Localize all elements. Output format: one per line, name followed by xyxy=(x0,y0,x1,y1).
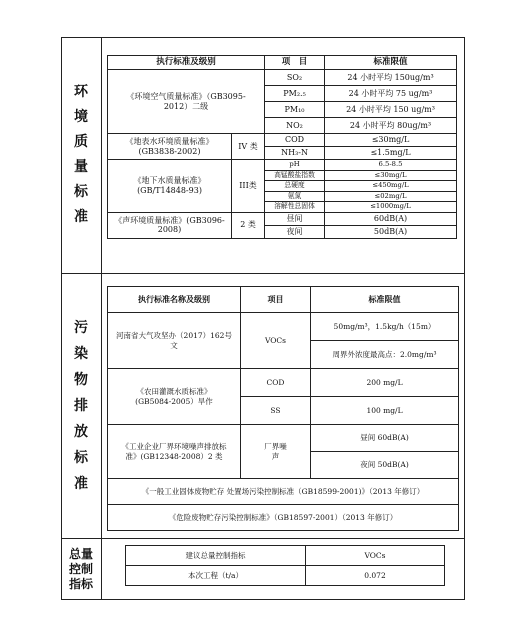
char: 标 xyxy=(74,449,88,466)
limit-cell: 6.5-8.5 xyxy=(325,160,457,171)
air-standard: 《环境空气质量标准》（GB3095-2012）二级 xyxy=(108,70,265,134)
char: 质 xyxy=(74,134,88,150)
char: 污 xyxy=(74,319,88,336)
header-item: 项 目 xyxy=(265,56,325,70)
header-item: 项目 xyxy=(241,287,311,313)
item-cell: VOCs xyxy=(241,313,311,369)
char: 物 xyxy=(74,371,88,388)
item-cell: NO₂ xyxy=(265,118,325,134)
env-quality-table xyxy=(107,55,457,239)
item-cell: PM₂.₅ xyxy=(265,86,325,102)
header-standard: 执行标准名称及级别 xyxy=(108,287,241,313)
section-label-pollutant xyxy=(61,273,101,538)
boundary-noise-standard: 《工业企业厂界环境噪声排放标准》(GB12348-2008）2 类 xyxy=(108,425,241,479)
char: 准 xyxy=(74,475,88,492)
section-divider-2 xyxy=(61,538,465,539)
surface-water-standard: 《地表水环境质量标准》(GB3838-2002) xyxy=(108,134,232,160)
item-cell: 昼间 xyxy=(265,212,325,225)
limit-cell: ≤30mg/L xyxy=(325,134,457,147)
limit-cell: 夜间 50dB(A) xyxy=(311,452,459,479)
value-cell: 0.072 xyxy=(306,566,445,586)
char: 量 xyxy=(74,159,88,175)
grade-cell: III类 xyxy=(232,160,265,213)
limit-cell: 100 mg/L xyxy=(311,397,459,425)
limit-cell: ≤1000mg/L xyxy=(325,202,457,213)
label-cell: 建议总量控制指标 xyxy=(126,546,306,566)
section-label-total-control xyxy=(61,538,101,600)
item-cell: SO₂ xyxy=(265,70,325,86)
char: 标 xyxy=(74,184,88,200)
limit-cell: 周界外浓度最高点：2.0mg/m³ xyxy=(311,341,459,369)
limit-cell: ≤1.5mg/L xyxy=(325,147,457,160)
label-cell: 本次工程（t/a） xyxy=(126,566,306,586)
item-cell: COD xyxy=(265,134,325,147)
char: 准 xyxy=(74,209,88,225)
label-column-divider xyxy=(101,37,102,600)
line: 指标 xyxy=(68,576,93,591)
section-divider-1 xyxy=(61,273,465,274)
line: 总量 xyxy=(68,546,93,561)
limit-cell: 24 小时平均 150 ug/m³ xyxy=(325,102,457,118)
item-cell: 高锰酸盐指数 xyxy=(265,170,325,181)
solid-waste-standard: 《一般工业固体废物贮存 处置场污染控制标准（GB18599-2001)》（2013 年修订） xyxy=(108,479,459,505)
total-control-table xyxy=(125,545,445,586)
char: 放 xyxy=(74,423,88,440)
item-cell: 厂界噪声 xyxy=(241,425,311,479)
line: 控制 xyxy=(68,561,93,576)
limit-cell: 200 mg/L xyxy=(311,369,459,397)
noise-standard: 《声环境质量标准》(GB3096-2008) xyxy=(108,212,232,238)
item-cell: pH xyxy=(265,160,325,171)
henan-standard: 河南省大气攻坚办（2017）162号文 xyxy=(108,313,241,369)
groundwater-standard: 《地下水质量标准》(GB/T14848-93) xyxy=(108,160,232,213)
limit-cell: ≤30mg/L xyxy=(325,170,457,181)
limit-cell: ≤02mg/L xyxy=(325,191,457,202)
item-cell: 夜间 xyxy=(265,225,325,238)
limit-cell: 60dB(A) xyxy=(325,212,457,225)
limit-cell: 24 小时平均 80ug/m³ xyxy=(325,118,457,134)
limit-cell: 24 小时平均 75 ug/m³ xyxy=(325,86,457,102)
limit-cell: 昼间 60dB(A) xyxy=(311,425,459,452)
char: 环 xyxy=(74,84,88,100)
item-cell: 溶解性总固体 xyxy=(265,202,325,213)
header-limit: 标准限值 xyxy=(311,287,459,313)
header-limit: 标准限值 xyxy=(325,56,457,70)
limit-cell: 50mg/m³，1.5kg/h（15m） xyxy=(311,313,459,341)
item-cell: SS xyxy=(241,397,311,425)
item-cell: PM₁₀ xyxy=(265,102,325,118)
item-cell: COD xyxy=(241,369,311,397)
pollutant-discharge-table xyxy=(107,286,459,531)
limit-cell: 50dB(A) xyxy=(325,225,457,238)
char: 排 xyxy=(74,397,88,414)
item-cell: 总硬度 xyxy=(265,181,325,192)
value-cell: VOCs xyxy=(306,546,445,566)
hazardous-waste-standard: 《危险废物贮存污染控制标准》（GB18597-2001）（2013 年修订） xyxy=(108,505,459,531)
limit-cell: ≤450mg/L xyxy=(325,181,457,192)
item-cell: 氨氮 xyxy=(265,191,325,202)
section-label-env-quality xyxy=(61,37,101,273)
grade-cell: IV 类 xyxy=(232,134,265,160)
char: 染 xyxy=(74,345,88,362)
item-cell: NH₃-N xyxy=(265,147,325,160)
char: 境 xyxy=(74,109,88,125)
header-standard: 执行标准及级别 xyxy=(108,56,265,70)
irrigation-standard: 《农田灌溉水质标准》(GB5084-2005）旱作 xyxy=(108,369,241,425)
grade-cell: 2 类 xyxy=(232,212,265,238)
limit-cell: 24 小时平均 150ug/m³ xyxy=(325,70,457,86)
